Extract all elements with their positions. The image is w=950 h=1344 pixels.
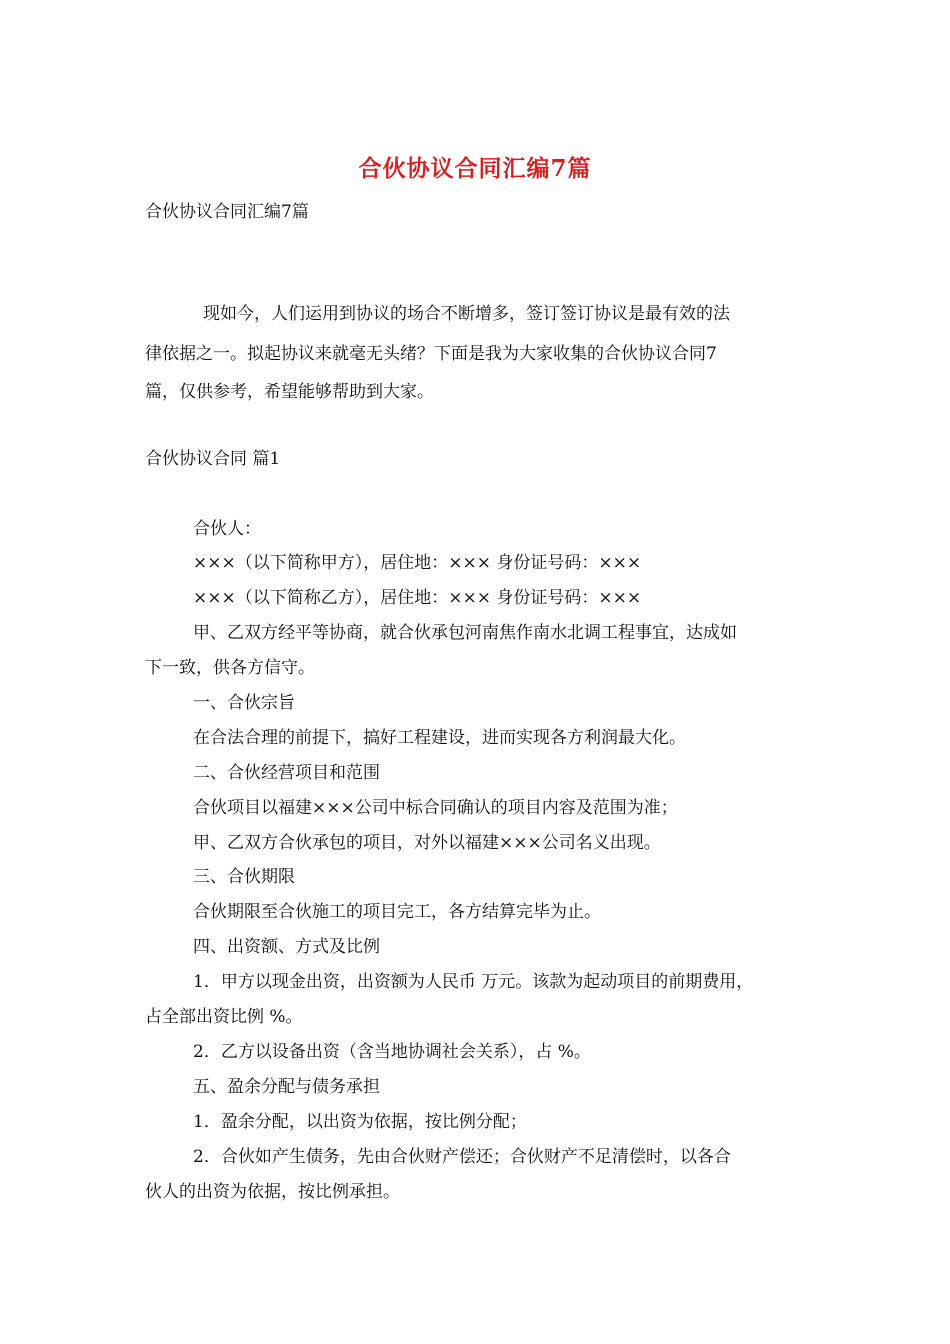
agreement-paragraph-line-2: 下一致，供各方信守。 (145, 658, 315, 678)
party-b-line: ×××（以下简称乙方），居住地：××× 身份证号码：××× (193, 588, 642, 608)
clause-text: 1．盈余分配，以出资为依据，按比例分配； (193, 1112, 527, 1132)
document-subtitle: 合伙协议合同汇编7篇 (145, 202, 309, 222)
agreement-paragraph-line-1: 甲、乙双方经平等协商，就合伙承包河南焦作南水北调工程事宜，达成如 (193, 623, 737, 643)
clause-text: 合伙期限至合伙施工的项目完工，各方结算完毕为止。 (193, 902, 601, 922)
clause-text: 占全部出资比例 %。 (145, 1007, 303, 1027)
clause-heading-1: 一、合伙宗旨 (193, 693, 295, 713)
clause-text: 1．甲方以现金出资，出资额为人民币 万元。该款为起动项目的前期费用， (193, 972, 754, 992)
party-a-line: ×××（以下简称甲方），居住地：××× 身份证号码：××× (193, 553, 642, 573)
clause-heading-5: 五、盈余分配与债务承担 (193, 1077, 380, 1097)
clause-heading-2: 二、合伙经营项目和范围 (193, 763, 380, 783)
intro-line-3: 篇，仅供参考，希望能够帮助到大家。 (145, 382, 434, 402)
clause-text: 甲、乙双方合伙承包的项目，对外以福建×××公司名义出现。 (193, 833, 661, 853)
intro-line-2: 律依据之一。拟起协议来就毫无头绪？下面是我为大家收集的合伙协议合同7 (145, 344, 717, 364)
clause-heading-3: 三、合伙期限 (193, 867, 295, 887)
clause-text: 2．合伙如产生债务，先由合伙财产偿还；合伙财产不足清偿时，以各合 (193, 1147, 731, 1167)
clause-text: 2．乙方以设备出资（含当地协调社会关系），占 %。 (193, 1042, 591, 1062)
partners-label: 合伙人： (193, 519, 261, 539)
section-heading: 合伙协议合同 篇1 (145, 449, 281, 469)
document-title: 合伙协议合同汇编7篇 (358, 155, 592, 182)
clause-text: 在合法合理的前提下，搞好工程建设，进而实现各方利润最大化。 (193, 728, 686, 748)
clause-text: 伙人的出资为依据，按比例承担。 (145, 1182, 400, 1202)
clause-text: 合伙项目以福建×××公司中标合同确认的项目内容及范围为准； (193, 798, 678, 818)
intro-line-1: 现如今，人们运用到协议的场合不断增多，签订签订协议是最有效的法 (203, 304, 730, 324)
clause-heading-4: 四、出资额、方式及比例 (193, 937, 380, 957)
